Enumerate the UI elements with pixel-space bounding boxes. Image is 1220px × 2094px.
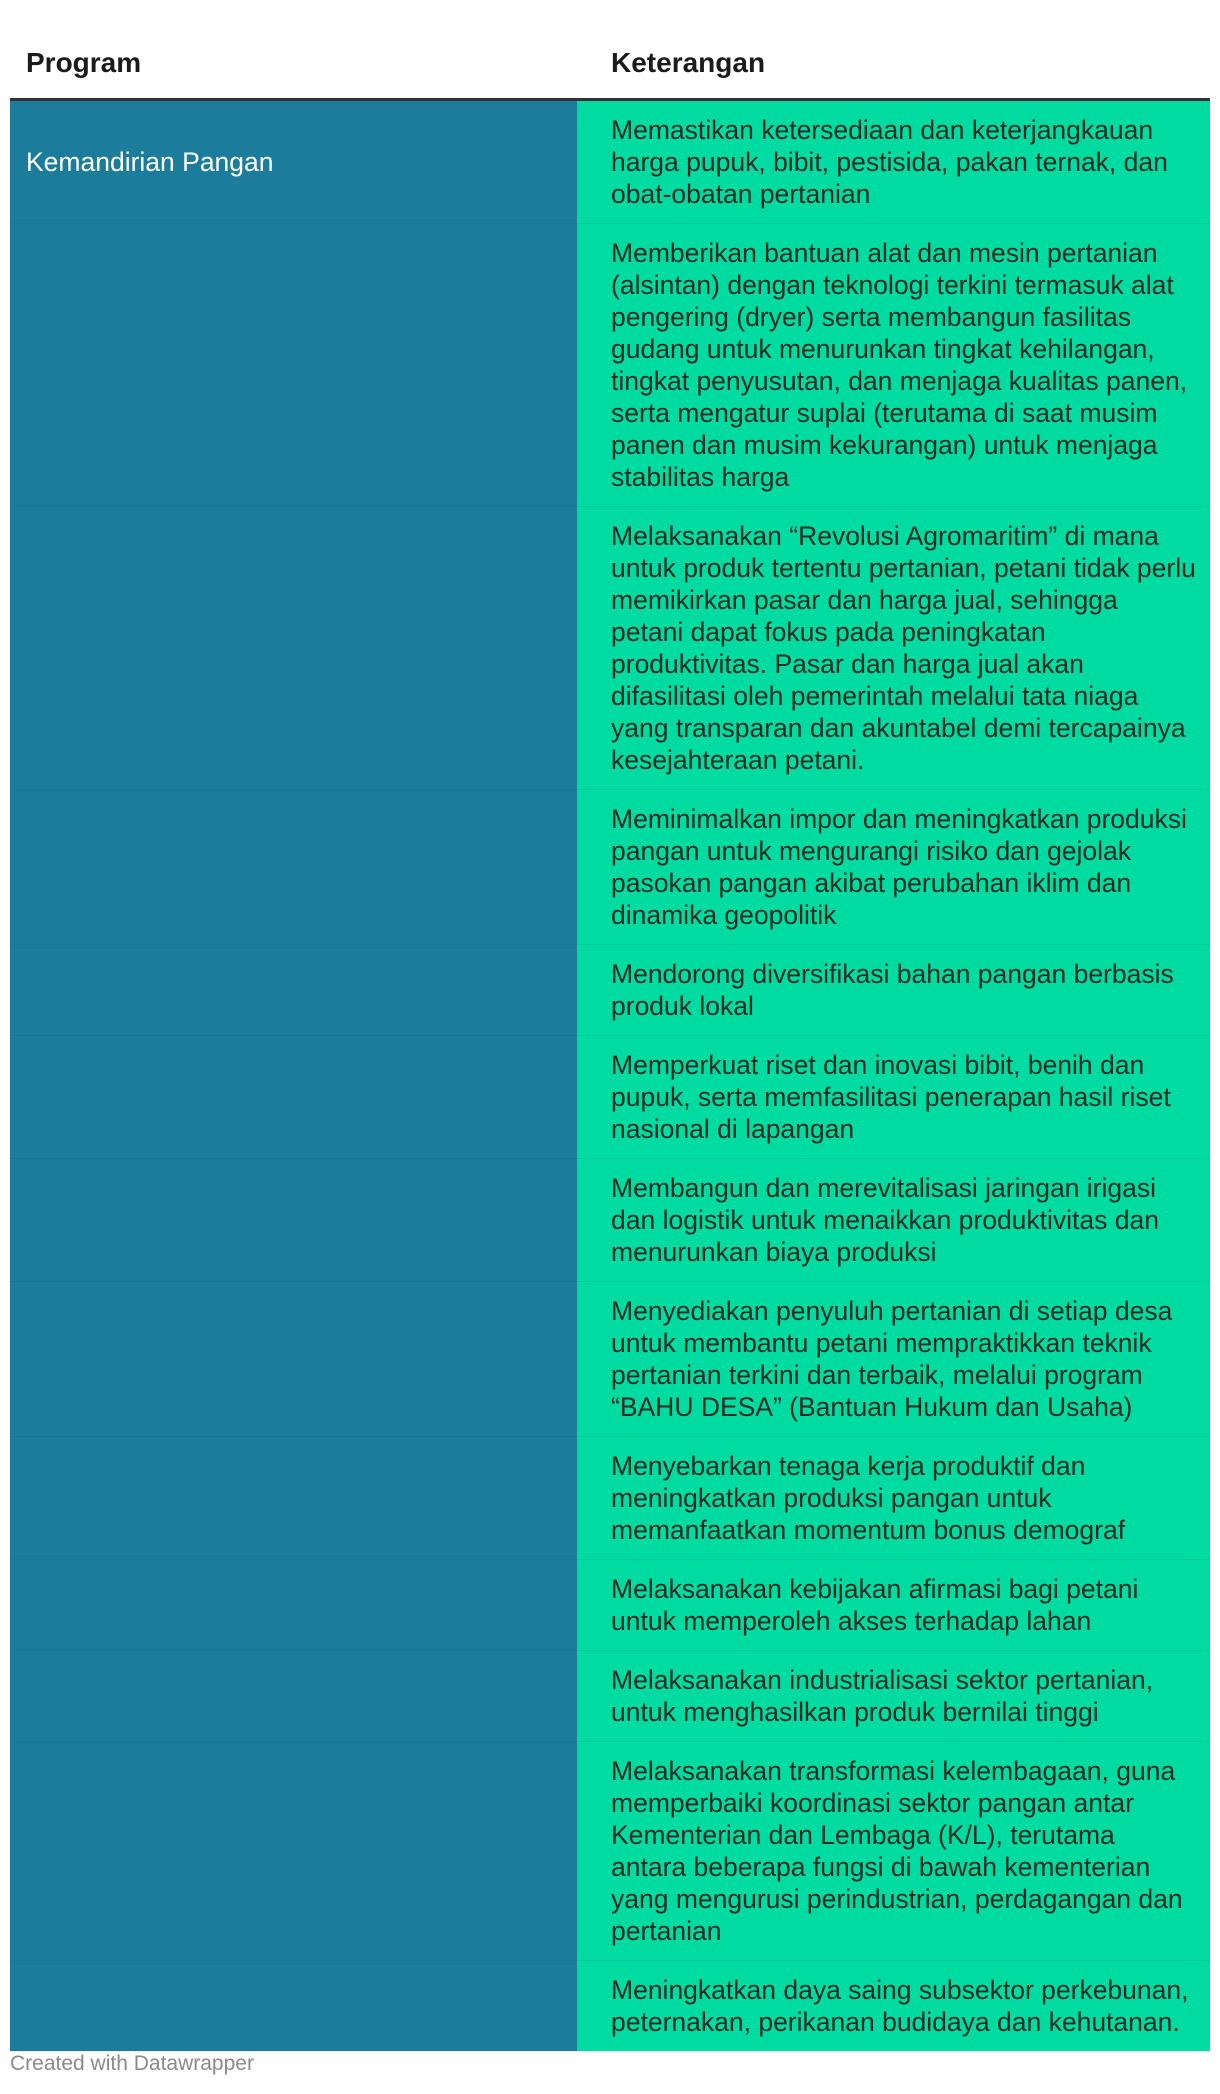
table-row bbox=[10, 1559, 1210, 1650]
program-cell bbox=[10, 223, 577, 506]
program-cell bbox=[10, 506, 577, 789]
keterangan-cell: Meminimalkan impor dan meningkatkan produksi pangan untuk mengurangi risiko dan gejolak pasokan pangan akibat perubahan iklim dan dinamika geopolitik bbox=[577, 789, 1210, 944]
header-row bbox=[10, 30, 1210, 99]
program-cell bbox=[10, 1960, 577, 2051]
table-row bbox=[10, 944, 1210, 1035]
table-row bbox=[10, 506, 1210, 789]
table-row bbox=[10, 223, 1210, 506]
program-cell bbox=[10, 1741, 577, 1960]
keterangan-cell: Membangun dan merevitalisasi jaringan irigasi dan logistik untuk menaikkan produktivitas dan menurunkan biaya produksi bbox=[577, 1158, 1210, 1281]
keterangan-cell: Memberikan bantuan alat dan mesin pertanian (alsintan) dengan teknologi terkini termasuk alat pengering (dryer) serta membangun fasilitas gudang untuk menurunkan tingkat kehilangan, tingkat penyusutan, dan menjaga kualitas panen, serta mengatur suplai (terutama di saat musim panen dan musim kekurangan) untuk menjaga stabilitas harga bbox=[577, 223, 1210, 506]
program-cell bbox=[10, 1281, 577, 1436]
table-row bbox=[10, 99, 1210, 223]
header-keterangan[interactable]: Keterangan bbox=[577, 30, 1210, 99]
keterangan-cell: Meningkatkan daya saing subsektor perkebunan, peternakan, perikanan budidaya dan kehutanan. bbox=[577, 1960, 1210, 2051]
program-cell bbox=[10, 1650, 577, 1741]
keterangan-cell: Memastikan ketersediaan dan keterjangkauan harga pupuk, bibit, pestisida, pakan ternak, dan obat-obatan pertanian bbox=[577, 99, 1210, 223]
program-table-container bbox=[10, 30, 1210, 2052]
keterangan-cell: Mendorong diversifikasi bahan pangan berbasis produk lokal bbox=[577, 944, 1210, 1035]
datawrapper-credit: Created with Datawrapper bbox=[10, 2052, 254, 2075]
table-row bbox=[10, 1035, 1210, 1158]
table-row bbox=[10, 1158, 1210, 1281]
table-header bbox=[10, 30, 1210, 99]
program-cell bbox=[10, 1436, 577, 1559]
program-cell: Kemandirian Pangan bbox=[10, 99, 577, 223]
program-cell bbox=[10, 789, 577, 944]
header-program[interactable]: Program bbox=[10, 30, 577, 99]
table-row bbox=[10, 1960, 1210, 2051]
keterangan-cell: Melaksanakan transformasi kelembagaan, guna memperbaiki koordinasi sektor pangan antar Kementerian dan Lembaga (K/L), terutama antara beberapa fungsi di bawah kementerian yang mengurusi perindustrian, perdagangan dan pertanian bbox=[577, 1741, 1210, 1960]
table-row bbox=[10, 1741, 1210, 1960]
program-cell bbox=[10, 1035, 577, 1158]
program-table bbox=[10, 30, 1210, 2052]
table-row bbox=[10, 1650, 1210, 1741]
table-body bbox=[10, 99, 1210, 2051]
keterangan-cell: Melaksanakan “Revolusi Agromaritim” di mana untuk produk tertentu pertanian, petani tidak perlu memikirkan pasar dan harga jual, sehingga petani dapat fokus pada peningkatan produktivitas. Pasar dan harga jual akan difasilitasi oleh pemerintah melalui tata niaga yang transparan dan akuntabel demi tercapainya kesejahteraan petani. bbox=[577, 506, 1210, 789]
keterangan-cell: Menyebarkan tenaga kerja produktif dan meningkatkan produksi pangan untuk memanfaatkan momentum bonus demograf bbox=[577, 1436, 1210, 1559]
table-row bbox=[10, 1281, 1210, 1436]
table-row bbox=[10, 1436, 1210, 1559]
keterangan-cell: Menyediakan penyuluh pertanian di setiap desa untuk membantu petani mempraktikkan teknik pertanian terkini dan terbaik, melalui program “BAHU DESA” (Bantuan Hukum dan Usaha) bbox=[577, 1281, 1210, 1436]
keterangan-cell: Melaksanakan industrialisasi sektor pertanian, untuk menghasilkan produk bernilai tinggi bbox=[577, 1650, 1210, 1741]
table-row bbox=[10, 789, 1210, 944]
program-cell bbox=[10, 1158, 577, 1281]
program-cell bbox=[10, 944, 577, 1035]
keterangan-cell: Memperkuat riset dan inovasi bibit, benih dan pupuk, serta memfasilitasi penerapan hasil riset nasional di lapangan bbox=[577, 1035, 1210, 1158]
program-cell bbox=[10, 1559, 577, 1650]
keterangan-cell: Melaksanakan kebijakan afirmasi bagi petani untuk memperoleh akses terhadap lahan bbox=[577, 1559, 1210, 1650]
